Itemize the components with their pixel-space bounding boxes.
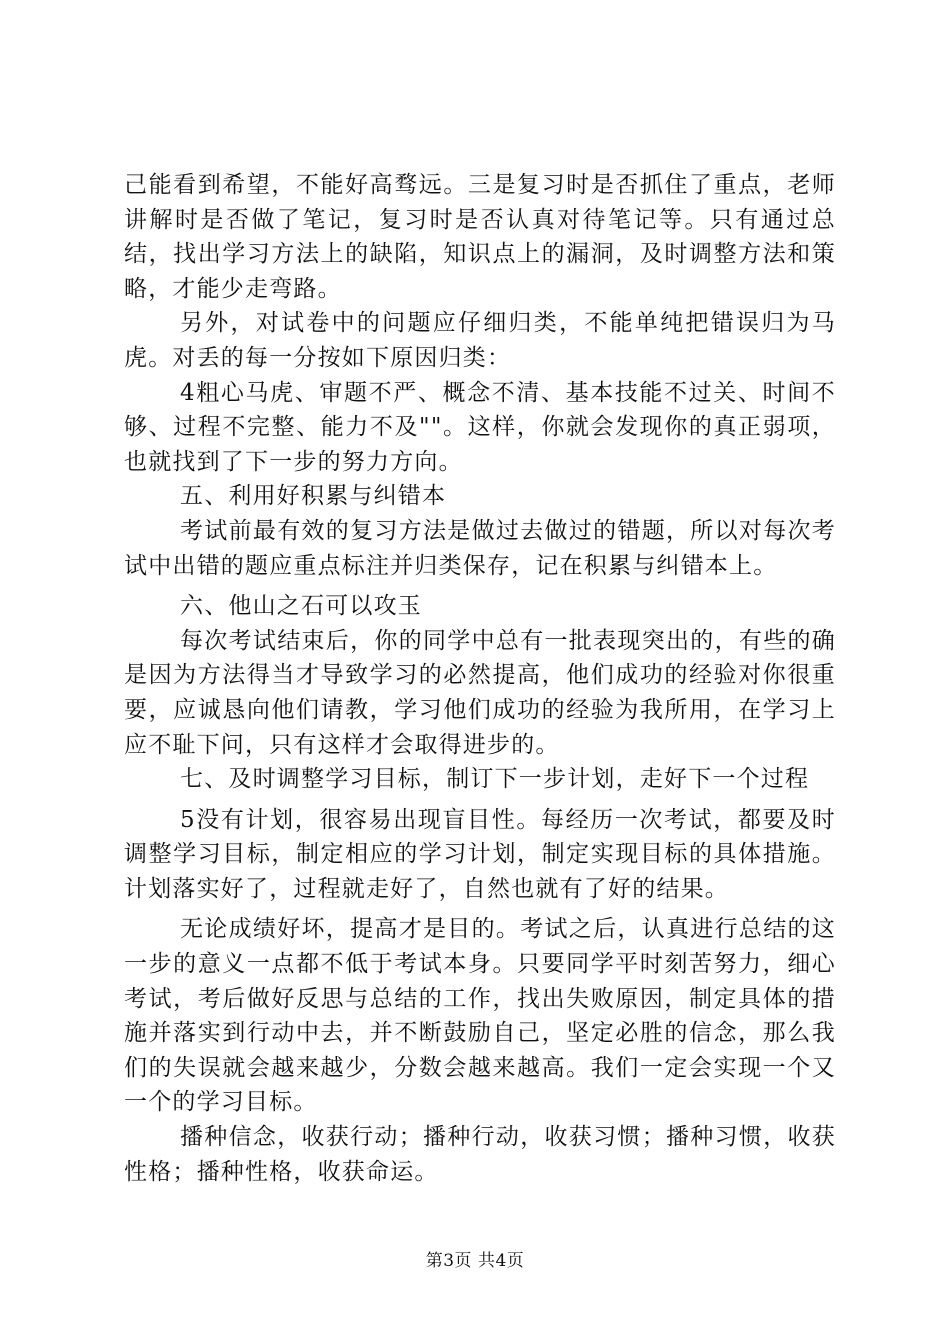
section-heading-5: 五、利用好积累与纠错本	[180, 483, 447, 510]
section-heading-7: 七、及时调整学习目标，制订下一步计划，走好下一个过程	[180, 766, 810, 793]
page-number-footer: 第3页 共4页	[425, 1251, 525, 1271]
document-body	[124, 168, 836, 1189]
paragraph-learn-from-peers: 每次考试结束后，你的同学中总有一批表现突出的，有些的确是因为方法得当才导致学习的必然提高，他们成功的经验对你很重要，应诚恳向他们请教，学习他们成功的经验为我所用，在学习上应不耻下问，只有这样才会取得进步的。	[124, 627, 836, 758]
section-heading-6: 六、他山之石可以攻玉	[180, 593, 422, 620]
paragraph-closing-quote: 播种信念，收获行动；播种行动，收获习惯；播种习惯，收获性格；播种性格，收获命运。	[124, 1124, 836, 1185]
paragraph-planning: 5没有计划，很容易出现盲目性。每经历一次考试，都要及时调整学习目标，制定相应的学习计划，制定实现目标的具体措施。计划落实好了，过程就走好了，自然也就有了好的结果。	[124, 806, 836, 902]
paragraph-summary-importance: 无论成绩好坏，提高才是目的。考试之后，认真进行总结的这一步的意义一点都不低于考试本身。只要同学平时刻苦努力，细心考试，考后做好反思与总结的工作，找出失败原因，制定具体的措施并落实到行动中去，并不断鼓励自己，坚定必胜的信念，那么我们的失误就会越来越少，分数会越来越高。我们一定会实现一个又一个的学习目标。	[124, 916, 836, 1116]
paragraph-review-continuation: 己能看到希望，不能好高骛远。三是复习时是否抓住了重点，老师讲解时是否做了笔记，复习时是否认真对待笔记等。只有通过总结，找出学习方法上的缺陷，知识点上的漏洞，及时调整方法和策略，才能少走弯路。	[124, 172, 836, 302]
paragraph-error-notebook: 考试前最有效的复习方法是做过去做过的错题，所以对每次考试中出错的题应重点标注并归类保存，记在积累与纠错本上。	[124, 517, 836, 579]
paragraph-error-causes: 4粗心马虎、审题不严、概念不清、基本技能不过关、时间不够、过程不完整、能力不及""。这样，你就会发现你的真正弱项，也就找到了下一步的努力方向。	[124, 379, 836, 475]
paragraph-classify-errors: 另外，对试卷中的问题应仔细归类，不能单纯把错误归为马虎。对丢的每一分按如下原因归类：	[124, 310, 836, 371]
